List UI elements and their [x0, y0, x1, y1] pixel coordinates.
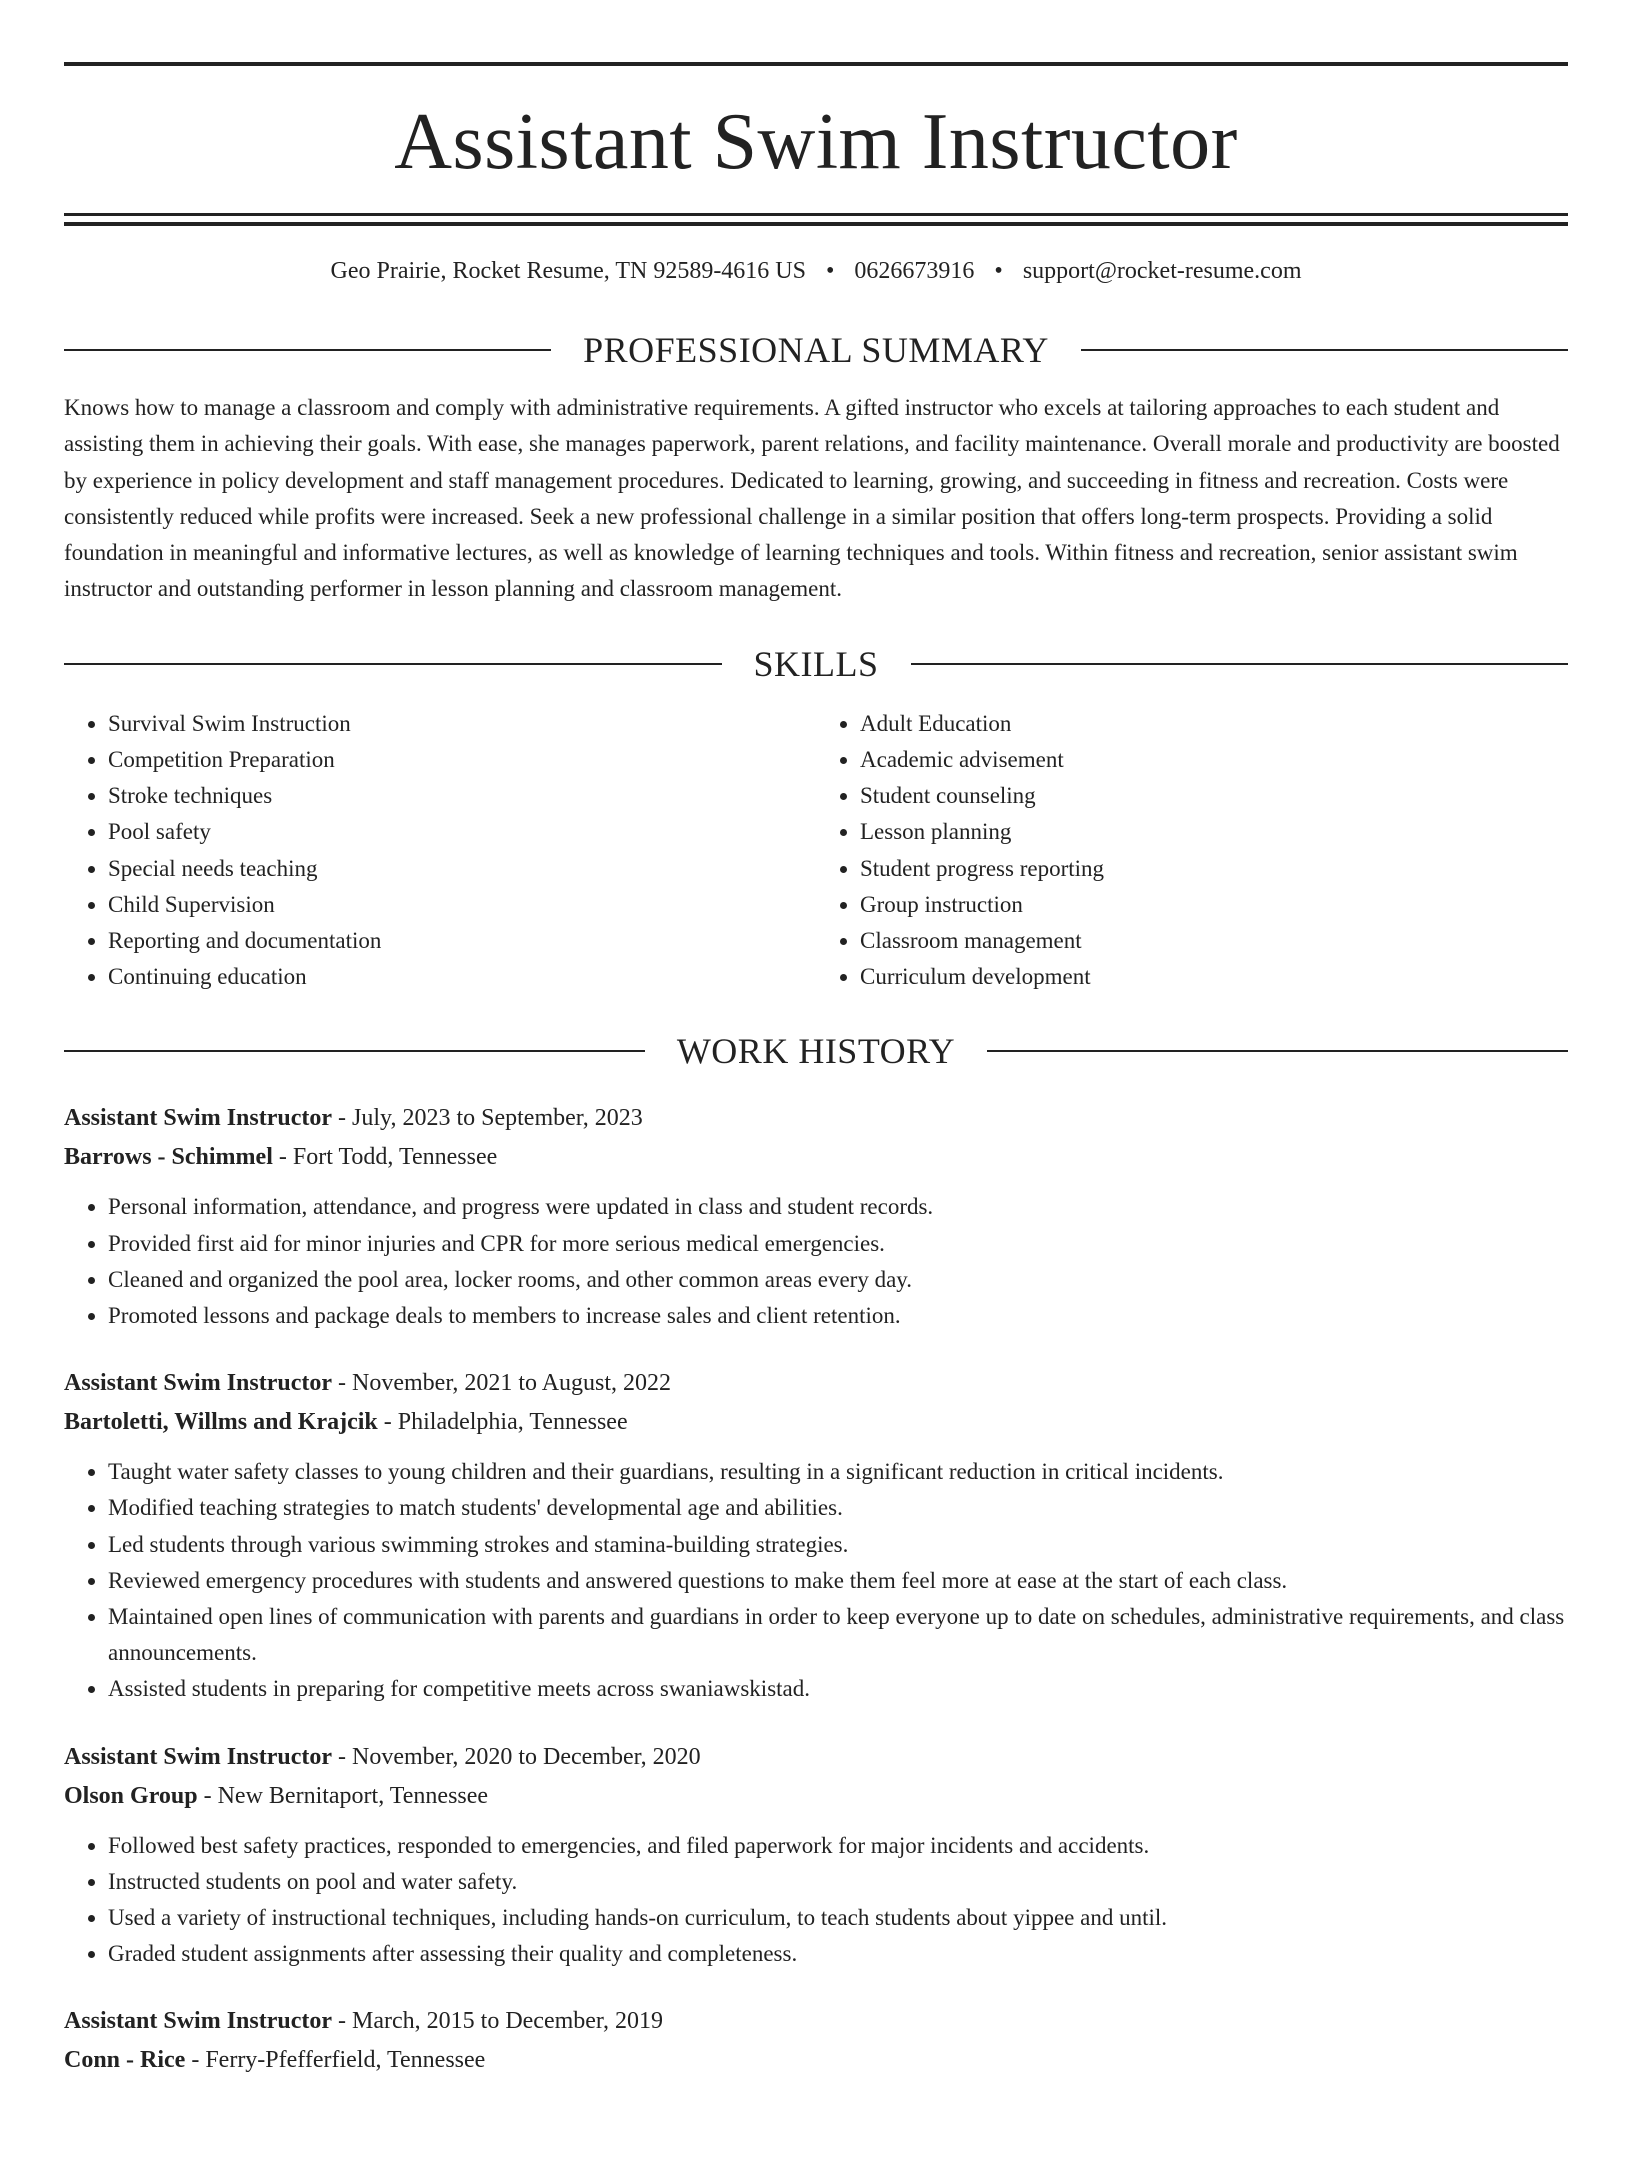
job-bullet: • Maintained open lines of communication with parents and guardians in order to keep everyone up to date on schedules, administrative requirements, and class announcements. — [108, 1599, 1568, 1671]
job-bullet: • Reviewed emergency procedures with students and answered questions to make them feel more at ease at the start of each class. — [108, 1563, 1568, 1599]
job-company-line — [64, 1403, 1568, 1442]
job-bullet: • Taught water safety classes to young children and their guardians, resulting in a significant reduction in critical incidents. — [108, 1454, 1568, 1490]
contact-phone: 0626673916 — [854, 258, 975, 284]
skill-item: • Special needs teaching — [108, 851, 816, 887]
job-company-line — [64, 2041, 1568, 2080]
job-bullet: • Graded student assignments after assessing their quality and completeness. — [108, 1936, 1568, 1972]
job-dates: - November, 2020 to December, 2020 — [332, 1743, 701, 1770]
skills-list-right — [816, 706, 1568, 996]
skill-item: • Stroke techniques — [108, 778, 816, 814]
skill-item: • Pool safety — [108, 814, 816, 850]
job-company: Bartoletti, Willms and Krajcik — [64, 1409, 378, 1436]
skill-item: • Reporting and documentation — [108, 923, 816, 959]
job-bullet: • Cleaned and organized the pool area, locker rooms, and other common areas every day. — [108, 1262, 1568, 1298]
summary-title: PROFESSIONAL SUMMARY — [583, 330, 1049, 370]
job-dates: - November, 2021 to August, 2022 — [332, 1370, 672, 1397]
double-rule — [64, 213, 1568, 226]
resume-page — [0, 62, 1632, 2174]
skill-item: • Child Supervision — [108, 887, 816, 923]
skill-item: • Lesson planning — [860, 814, 1568, 850]
heading-rule — [64, 663, 722, 665]
job-title: Assistant Swim Instructor — [64, 1105, 333, 1132]
skill-item: • Student progress reporting — [860, 851, 1568, 887]
bullet-separator: • — [826, 258, 835, 284]
skill-item: • Survival Swim Instruction — [108, 706, 816, 742]
job-title: Assistant Swim Instructor — [64, 1743, 333, 1770]
job-bullet: • Followed best safety practices, responded to emergencies, and filed paperwork for major incidents and accidents. — [108, 1828, 1568, 1864]
job-title-line — [64, 1738, 1568, 1777]
job-title-line — [64, 2002, 1568, 2041]
job-bullet: • Instructed students on pool and water safety. — [108, 1864, 1568, 1900]
job-bullet: • Provided first aid for minor injuries and CPR for more serious medical emergencies. — [108, 1226, 1568, 1262]
job-company-line — [64, 1777, 1568, 1816]
skills-title: SKILLS — [753, 643, 879, 684]
skill-item: • Adult Education — [860, 706, 1568, 742]
bullet-separator: • — [994, 258, 1003, 284]
job-bullets — [64, 1828, 1568, 1973]
summary-text: Knows how to manage a classroom and comply with administrative requirements. A gifted instructor who excels at tailoring approaches to each student and assisting them in achieving their goals. With ease, she manages paperwork, parent relations, and facility maintenance. Overall morale and productivity are boosted by experience in policy development and staff management procedures. Dedicated to learning, growing, and succeeding in fitness and recreation. Costs were consistently reduced while profits were increased. Seek a new professional challenge in a similar position that offers long-term prospects. Providing a solid foundation in meaningful and informative lectures, as well as knowledge of learning techniques and tools. Within fitness and recreation, senior assistant swim instructor and outstanding performer in lesson planning and classroom management. — [64, 395, 1560, 602]
job-title: Assistant Swim Instructor — [64, 2008, 333, 2035]
job-title: Assistant Swim Instructor — [64, 1370, 333, 1397]
job-company: Conn - Rice — [64, 2047, 186, 2074]
skill-item: • Continuing education — [108, 959, 816, 995]
job-location: - Philadelphia, Tennessee — [377, 1409, 628, 1436]
heading-rule — [987, 1050, 1568, 1052]
job-dates: - March, 2015 to December, 2019 — [332, 2008, 663, 2035]
job-dates: - July, 2023 to September, 2023 — [332, 1105, 643, 1132]
heading-rule — [64, 1050, 645, 1052]
job-bullet: • Led students through various swimming strokes and stamina-building strategies. — [108, 1527, 1568, 1563]
heading-rule — [911, 663, 1569, 665]
job-bullet: • Assisted students in preparing for competitive meets across swaniawskistad. — [108, 1671, 1568, 1707]
job-bullets — [64, 1454, 1568, 1707]
job-bullet: • Modified teaching strategies to match students' developmental age and abilities. — [108, 1490, 1568, 1526]
job-bullet: • Personal information, attendance, and progress were updated in class and student records. — [108, 1189, 1568, 1225]
job-bullets — [64, 1189, 1568, 1334]
job-location: - Fort Todd, Tennessee — [272, 1144, 498, 1171]
contact-address: Geo Prairie, Rocket Resume, TN 92589-4616 US — [330, 258, 806, 284]
contact-line — [64, 256, 1568, 286]
job-entry — [64, 1738, 1568, 1973]
skill-item: • Academic advisement — [860, 742, 1568, 778]
heading-rule — [64, 349, 551, 351]
job-title-line — [64, 1364, 1568, 1403]
job-location: - Ferry-Pfefferfield, Tennessee — [185, 2047, 486, 2074]
job-company: Barrows - Schimmel — [64, 1144, 273, 1171]
top-rule — [64, 62, 1568, 66]
work-title: WORK HISTORY — [676, 1031, 956, 1072]
contact-email[interactable]: support@rocket-resume.com — [1022, 258, 1302, 284]
resume-name: Assistant Swim Instructor — [394, 98, 1238, 186]
job-entry — [64, 1099, 1568, 1334]
summary-heading — [64, 330, 1568, 370]
job-company: Olson Group — [64, 1782, 198, 1809]
skills-list-left — [64, 706, 816, 996]
job-bullet: • Used a variety of instructional techniques, including hands-on curriculum, to teach students about yippee and until. — [108, 1900, 1568, 1936]
skill-item: • Group instruction — [860, 887, 1568, 923]
skill-item: • Competition Preparation — [108, 742, 816, 778]
job-bullet: • Promoted lessons and package deals to members to increase sales and client retention. — [108, 1298, 1568, 1334]
skill-item: • Curriculum development — [860, 959, 1568, 995]
skills-columns — [64, 706, 1568, 996]
job-title-line — [64, 1099, 1568, 1138]
job-entry — [64, 1364, 1568, 1707]
skill-item: • Classroom management — [860, 923, 1568, 959]
job-company-line — [64, 1138, 1568, 1177]
skill-item: • Student counseling — [860, 778, 1568, 814]
job-location: - New Bernitaport, Tennessee — [197, 1782, 489, 1809]
work-heading — [64, 1031, 1568, 1071]
job-entry — [64, 2002, 1568, 2080]
skills-heading — [64, 644, 1568, 684]
heading-rule — [1081, 349, 1568, 351]
